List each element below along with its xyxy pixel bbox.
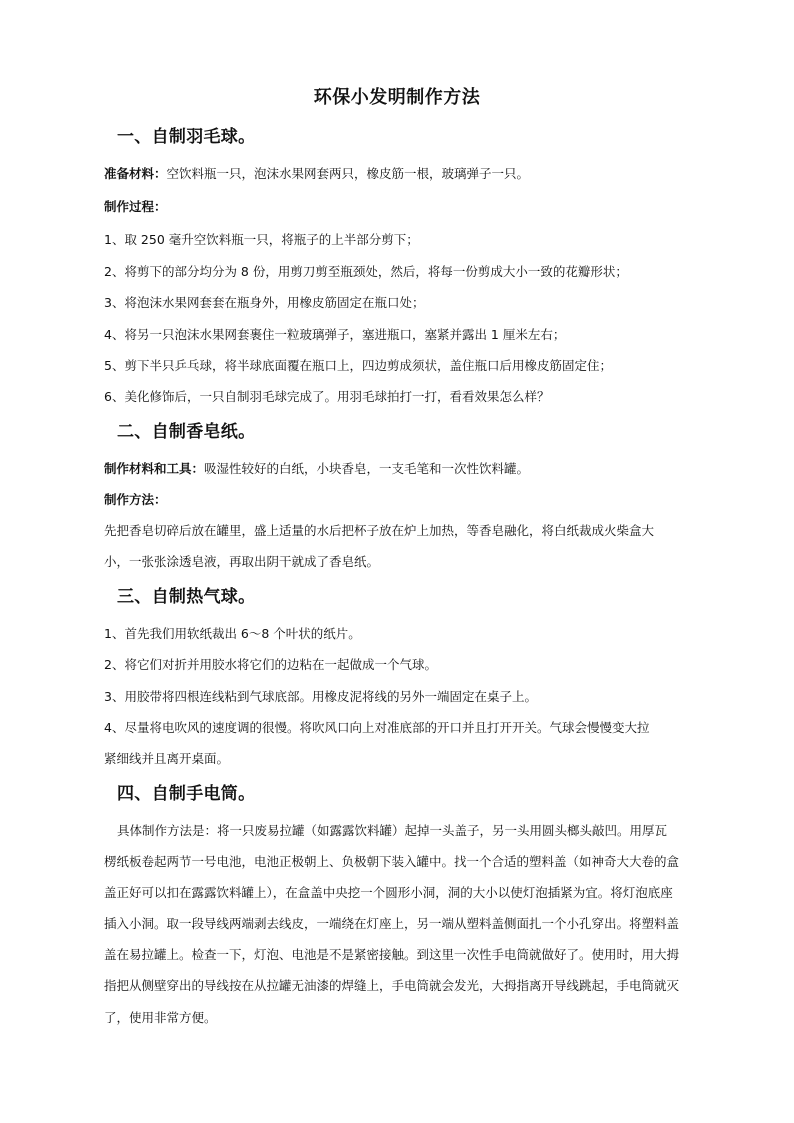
step-line: 3、用胶带将四根连线粘到气球底部。用橡皮泥将线的另外一端固定在桌子上。 bbox=[104, 689, 537, 704]
document-title: 环保小发明制作方法 bbox=[313, 87, 481, 108]
materials-text: 吸湿性较好的白纸，小块香皂，一支毛笔和一次性饮料罐。 bbox=[204, 461, 530, 476]
process-label: 制作过程： bbox=[104, 199, 167, 214]
paragraph-line: 盖正好可以扣在露露饮料罐上），在盒盖中央挖一个圆形小洞，洞的大小以使灯泡插紧为宜。将灯泡底座 bbox=[104, 885, 673, 900]
step-line: 3、将泡沫水果网套套在瓶身外，用橡皮筋固定在瓶口处； bbox=[104, 295, 425, 310]
step-line: 2、将它们对折并用胶水将它们的边粘在一起做成一个气球。 bbox=[104, 657, 437, 672]
method-line: 小，一张张涂透皂液，再取出阴干就成了香皂纸。 bbox=[104, 554, 380, 569]
step-line: 2、将剪下的部分均分为 8 份，用剪刀剪至瓶颈处，然后，将每一份剪成大小一致的花瓣形状； bbox=[104, 264, 628, 279]
section-heading-flashlight: 四、自制手电筒。 bbox=[117, 784, 256, 804]
paragraph-line: 了，使用非常方便。 bbox=[104, 1010, 217, 1025]
section-heading-badminton: 一、自制羽毛球。 bbox=[117, 127, 256, 147]
method-label-line bbox=[104, 491, 167, 509]
process-label-line bbox=[104, 198, 167, 216]
materials-label: 准备材料： bbox=[104, 166, 167, 181]
method-label: 制作方法： bbox=[104, 492, 167, 507]
materials-label: 制作材料和工具： bbox=[104, 461, 205, 476]
materials-text: 空饮料瓶一只，泡沫水果网套两只，橡皮筋一根，玻璃弹子一只。 bbox=[166, 166, 530, 181]
step-line: 1、取 250 毫升空饮料瓶一只，将瓶子的上半部分剪下； bbox=[104, 232, 419, 247]
materials-line bbox=[104, 460, 529, 478]
step-line: 4、尽量将电吹风的速度调的很慢。将吹风口向上对准底部的开口并且打开开关。气球会慢慢变大拉 bbox=[104, 720, 650, 735]
paragraph-line: 具体制作方法是：将一只废易拉罐（如露露饮料罐）起掉一头盖子，另一头用圆头榔头敲凹。用厚瓦 bbox=[117, 823, 668, 838]
paragraph-line: 插入小洞。取一段导线两端剥去线皮，一端绕在灯座上，另一端从塑料盖侧面扎一个小孔穿出。将塑料盖 bbox=[104, 916, 680, 931]
paragraph-line: 楞纸板卷起两节一号电池，电池正极朝上、负极朝下装入罐中。找一个合适的塑料盖（如神奇大大卷的盒 bbox=[104, 854, 680, 869]
step-line: 紧细线并且离开桌面。 bbox=[104, 751, 230, 766]
step-line: 5、剪下半只乒乓球，将半球底面覆在瓶口上，四边剪成须状，盖住瓶口后用橡皮筋固定住； bbox=[104, 358, 612, 373]
method-line: 先把香皂切碎后放在罐里，盛上适量的水后把杯子放在炉上加热，等香皂融化，将白纸裁成火柴盒大 bbox=[104, 523, 655, 538]
paragraph-line: 盖在易拉罐上。检查一下，灯泡、电池是不是紧密接触。到这里一次性手电筒就做好了。使用时，用大拇 bbox=[104, 947, 680, 962]
section-heading-hot-air-balloon: 三、自制热气球。 bbox=[117, 587, 256, 607]
step-line: 1、首先我们用软纸裁出 6～8 个叶状的纸片。 bbox=[104, 626, 361, 641]
step-line: 4、将另一只泡沫水果网套裹住一粒玻璃弹子，塞进瓶口，塞紧并露出 1 厘米左右； bbox=[104, 327, 566, 342]
step-line: 6、美化修饰后，一只自制羽毛球完成了。用羽毛球拍打一打，看看效果怎么样？ bbox=[104, 389, 550, 404]
paragraph-line: 指把从侧壁穿出的导线按在从拉罐无油漆的焊缝上，手电筒就会发光，大拇指离开导线跳起，手电筒就灭 bbox=[104, 978, 680, 993]
materials-line bbox=[104, 165, 529, 183]
section-heading-soap-paper: 二、自制香皂纸。 bbox=[117, 422, 256, 442]
